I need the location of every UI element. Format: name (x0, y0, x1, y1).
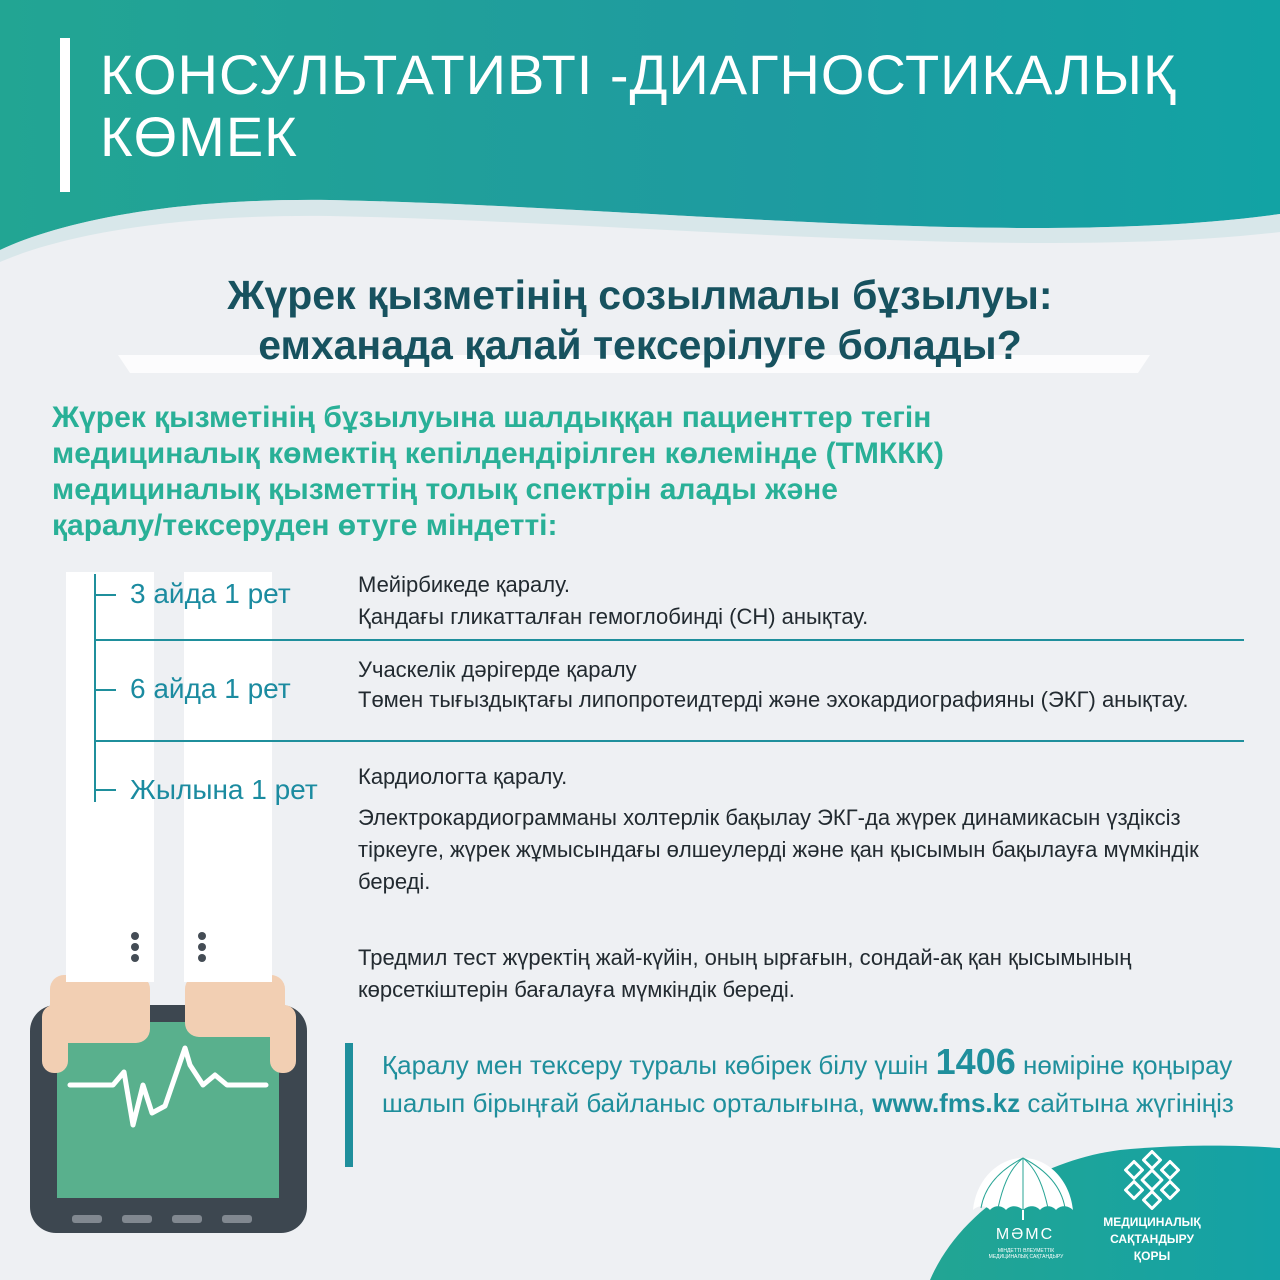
intro-line4: қаралу/тексеруден өтуге міндетті: (52, 509, 558, 542)
logo1-subtitle: МІНДЕТТІ ӘЛЕУМЕТТІК МЕДИЦИНАЛЫҚ САҚТАНДЫРУ (988, 1248, 1064, 1260)
row-divider (95, 740, 1244, 742)
schedule-description (358, 763, 1238, 1006)
schedule-line: Электрокардиограмманы холтерлік бақылау ЭКГ-да жүрек динамикасын үздіксіз тіркеуге, жүрек жұмысындағы өлшеулерді және қан қысымын бақылауға мүмкіндік береді. (358, 805, 1199, 894)
insurance-fund-logo-icon (1122, 1150, 1182, 1210)
phone-number[interactable]: 1406 (935, 1041, 1016, 1082)
frequency-label: 3 айда 1 рет (130, 578, 291, 609)
callout-text: сайтына жүгініңіз (1020, 1088, 1234, 1118)
subtitle (0, 270, 1280, 370)
contact-callout (382, 1043, 1262, 1122)
schedule-line: Тредмил тест жүректің жай-күйін, оның ырғағын, сондай-ақ қан қысымының көрсеткіштерін бағалауға мүмкіндік береді. (358, 945, 1132, 1002)
intro-line1: Жүрек қызметінің бұзылуына шалдыққан пациенттер тегін (52, 401, 932, 434)
schedule-line: Мейірбикеде қаралу. (358, 572, 570, 597)
schedule-description (358, 656, 1238, 713)
row-divider (95, 639, 1244, 641)
page-title (100, 44, 1250, 168)
frequency-label: 6 айда 1 рет (130, 673, 291, 704)
callout-text: Қаралу мен тексеру туралы көбірек білу үшін (382, 1050, 936, 1080)
cuffs (66, 968, 272, 982)
subtitle-line2: емханада қалай тексерілуге болады? (258, 322, 1022, 368)
callout-accent-bar (345, 1043, 353, 1167)
logo2-line1: МЕДИЦИНАЛЫҚ (1103, 1215, 1201, 1229)
intro-line3: медициналық қызметтің толық спектрін алады және (52, 473, 838, 506)
header-accent-bar (60, 38, 70, 192)
page-title-line1: КОНСУЛЬТАТИВТІ -ДИАГНОСТИКАЛЫҚ (100, 43, 1177, 106)
logo2-line2: САҚТАНДЫРУ (1110, 1232, 1194, 1246)
schedule-line: Кардиологта қаралу. (358, 764, 568, 789)
schedule-description (358, 571, 1238, 630)
logo2-name (1098, 1214, 1206, 1265)
logo2-line3: ҚОРЫ (1133, 1249, 1171, 1263)
subtitle-line1: Жүрек қызметінің созылмалы бұзылуы: (227, 272, 1053, 318)
frequency-label: Жылына 1 рет (130, 774, 318, 805)
callout-text: нөміріне қоңырау шалып бірыңғай байланыс орталығына, (382, 1050, 1233, 1118)
page-title-line2: КӨМЕК (100, 105, 298, 168)
logo1-name: МӘМС (995, 1226, 1055, 1243)
website-link[interactable]: www.fms.kz (872, 1088, 1021, 1118)
schedule-line: Учаскелік дәрігерде қаралу (358, 657, 637, 682)
schedule-line: Қандағы гликатталған гемоглобинді (СН) анықтау. (358, 604, 869, 629)
intro-text (52, 400, 1252, 544)
schedule-line: Төмен тығыздықтағы липопротеидтерді және эхокардиографияны (ЭКГ) анықтау. (358, 687, 1189, 712)
intro-line2: медициналық көмектің кепілдендірілген көлемінде (ТМККК) (52, 437, 944, 470)
